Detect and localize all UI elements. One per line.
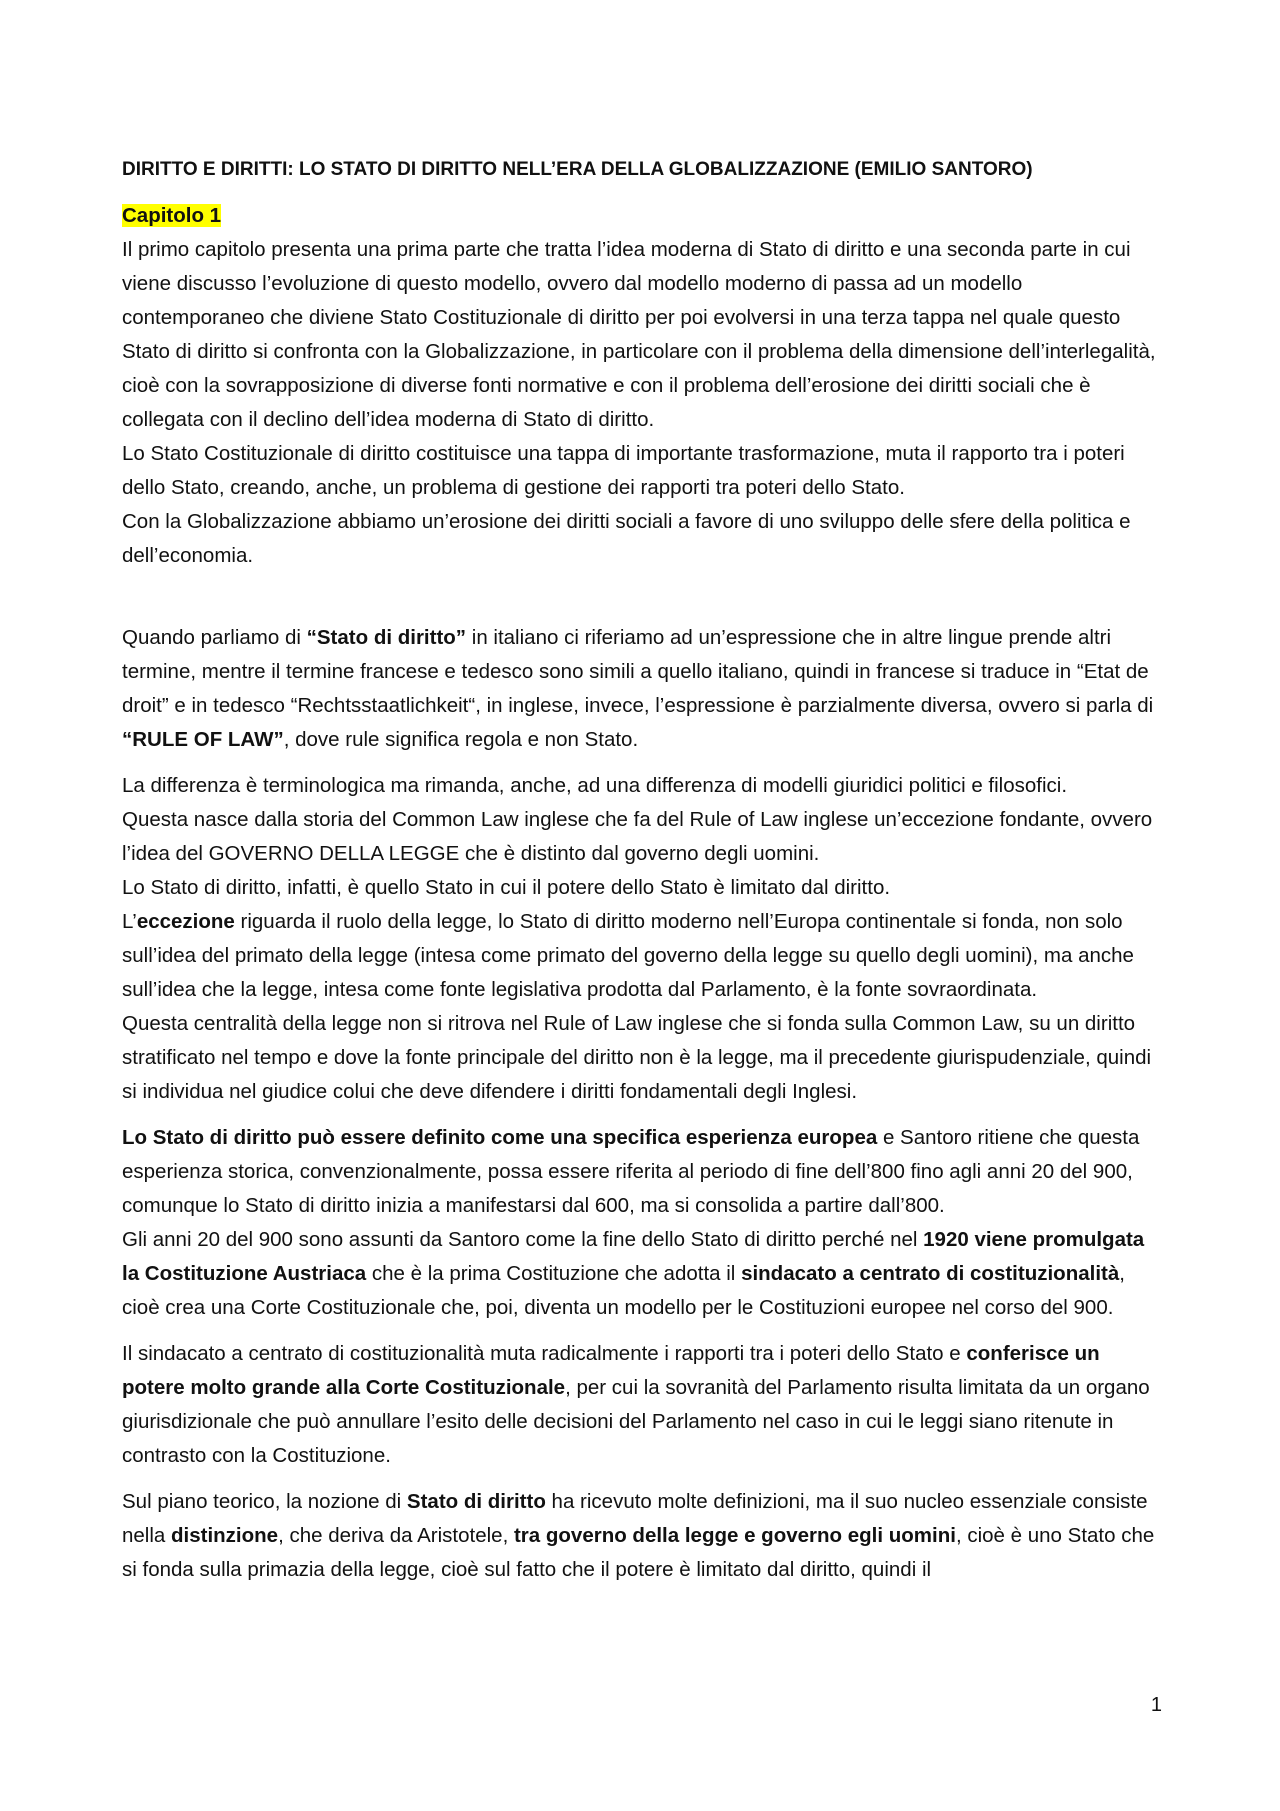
paragraph-esperienza-europea bbox=[122, 1121, 1164, 1325]
text-run: , cioè è uno Stato che si fonda sulla primazia della legge, cioè sul fatto che il potere è limitato dal diritto, quindi il bbox=[122, 1524, 1155, 1581]
text-run: e Santoro ritiene che questa esperienza storica, convenzionalmente, possa essere riferita al periodo di fine dell’800 fino agli anni 20 del 900, comunque lo Stato di diritto inizia a manifestarsi dal 600, ma si consolida a partire dall’800. bbox=[122, 1126, 1140, 1217]
text-run: , dove rule significa regola e non Stato. bbox=[283, 728, 639, 751]
text-run: L’ bbox=[122, 910, 137, 933]
bold-run: “RULE OF LAW” bbox=[122, 728, 284, 751]
paragraph-stato-di-diritto bbox=[122, 621, 1164, 757]
text-run: Questa nasce dalla storia del Common Law inglese che fa del Rule of Law inglese un’eccezione fondante, ovvero l’idea del GOVERNO DELLA LEGGE che è distinto dal governo degli uomini. bbox=[122, 808, 1153, 865]
bold-run: Stato di diritto bbox=[406, 1490, 546, 1513]
text-run: Il primo capitolo presenta una prima parte che tratta l’idea moderna di Stato di diritto e una seconda parte in cui viene discusso l’evoluzione di questo modello, ovvero dal modello moderno di passa ad un modello contemporaneo che diviene Stato Costituzionale di diritto per poi evolversi in una terza tappa nel quale questo Stato di diritto si confronta con la Globalizzazione, in particolare con il problema della dimensione dell’interlegalità, cioè con la sovrapposizione di diverse fonti normative e con il problema dell’erosione dei diritti sociali che è collegata con il declino dell’idea moderna di Stato di diritto. bbox=[122, 238, 1156, 431]
bold-run: distinzione bbox=[171, 1524, 279, 1547]
text-run: Il sindacato a centrato di costituzionalità muta radicalmente i rapporti tra i poteri dello Stato e bbox=[122, 1342, 967, 1365]
bold-run: conferisce un potere molto grande alla Corte Costituzionale bbox=[122, 1342, 1100, 1399]
text-run: , che deriva da Aristotele, bbox=[278, 1524, 514, 1547]
text-run: riguarda il ruolo della legge, lo Stato di diritto moderno nell’Europa continentale si fonda, non solo sull’idea del primato della legge (intesa come primato del governo della legge su quello degli uomini), ma anche sull’idea che la legge, intesa come fonte legislativa prodotta dal Parlamento, è la fonte sovraordinata. bbox=[122, 910, 1134, 1001]
paragraph-sindacato bbox=[122, 1337, 1164, 1473]
text-run: Sul piano teorico, la nozione di bbox=[122, 1490, 407, 1513]
text-run: Questa centralità della legge non si ritrova nel Rule of Law inglese che si fonda sulla Common Law, su un diritto stratificato nel tempo e dove la fonte principale del diritto non è la legge, ma il precedente giurispudenziale, quindi si individua nel giudice colui che deve difendere i diritti fondamentali degli Inglesi. bbox=[122, 1012, 1152, 1103]
text-run: Con la Globalizzazione abbiamo un’erosione dei diritti sociali a favore di uno sviluppo delle sfere della politica e dell’economia. bbox=[122, 510, 1131, 567]
text-run: ha ricevuto molte definizioni, ma il suo nucleo essenziale consiste nella bbox=[122, 1490, 1148, 1547]
page-number: 1 bbox=[1150, 1694, 1162, 1716]
paragraph-differenza bbox=[122, 769, 1164, 1109]
chapter-heading-line bbox=[122, 199, 1164, 233]
chapter-heading: Capitolo 1 bbox=[122, 204, 222, 227]
text-run: , cioè crea una Corte Costituzionale che, poi, diventa un modello per le Costituzioni europee nel corso del 900. bbox=[122, 1262, 1125, 1319]
text-run: Lo Stato Costituzionale di diritto costituisce una tappa di importante trasformazione, muta il rapporto tra i poteri dello Stato, creando, anche, un problema di gestione dei rapporti tra poteri dello Stato. bbox=[122, 442, 1125, 499]
bold-run: Lo Stato di diritto può essere definito come una specifica esperienza europea bbox=[122, 1126, 878, 1149]
text-run: La differenza è terminologica ma rimanda, anche, ad una differenza di modelli giuridici politici e filosofici. bbox=[122, 774, 1068, 797]
bold-run: 1920 viene promulgata la Costituzione Austriaca bbox=[122, 1228, 1145, 1285]
text-run: Lo Stato di diritto, infatti, è quello Stato in cui il potere dello Stato è limitato dal diritto. bbox=[122, 876, 891, 899]
text-run: in italiano ci riferiamo ad un’espressione che in altre lingue prende altri termine, mentre il termine francese e tedesco sono simili a quello italiano, quindi in francese si traduce in “Etat de droit” e in tedesco “Rechtsstaatlichkeit“, in inglese, invece, l’espressione è parzialmente diversa, ovvero si parla di bbox=[122, 626, 1154, 717]
text-run: che è la prima Costituzione che adotta il bbox=[366, 1262, 742, 1285]
bold-run: “Stato di diritto” bbox=[306, 626, 467, 649]
bold-run: eccezione bbox=[136, 910, 235, 933]
paragraph-intro bbox=[122, 233, 1164, 573]
text-run: , per cui la sovranità del Parlamento risulta limitata da un organo giurisdizionale che può annullare l’esito delle decisioni del Parlamento nel caso in cui le leggi siano ritenute in contrasto con la Costituzione. bbox=[122, 1376, 1150, 1467]
document-title: DIRITTO E DIRITTI: LO STATO DI DIRITTO NELL’ERA DELLA GLOBALIZZAZIONE (EMILIO SANTORO) bbox=[122, 159, 1033, 180]
bold-run: tra governo della legge e governo egli uomini bbox=[513, 1524, 956, 1547]
bold-run: sindacato a centrato di costituzionalità bbox=[741, 1262, 1120, 1285]
text-run: Gli anni 20 del 900 sono assunti da Santoro come la fine dello Stato di diritto perché nel bbox=[122, 1228, 924, 1251]
document-page bbox=[122, 155, 1164, 1587]
paragraph-piano-teorico bbox=[122, 1485, 1164, 1587]
text-run: Quando parliamo di bbox=[122, 626, 307, 649]
